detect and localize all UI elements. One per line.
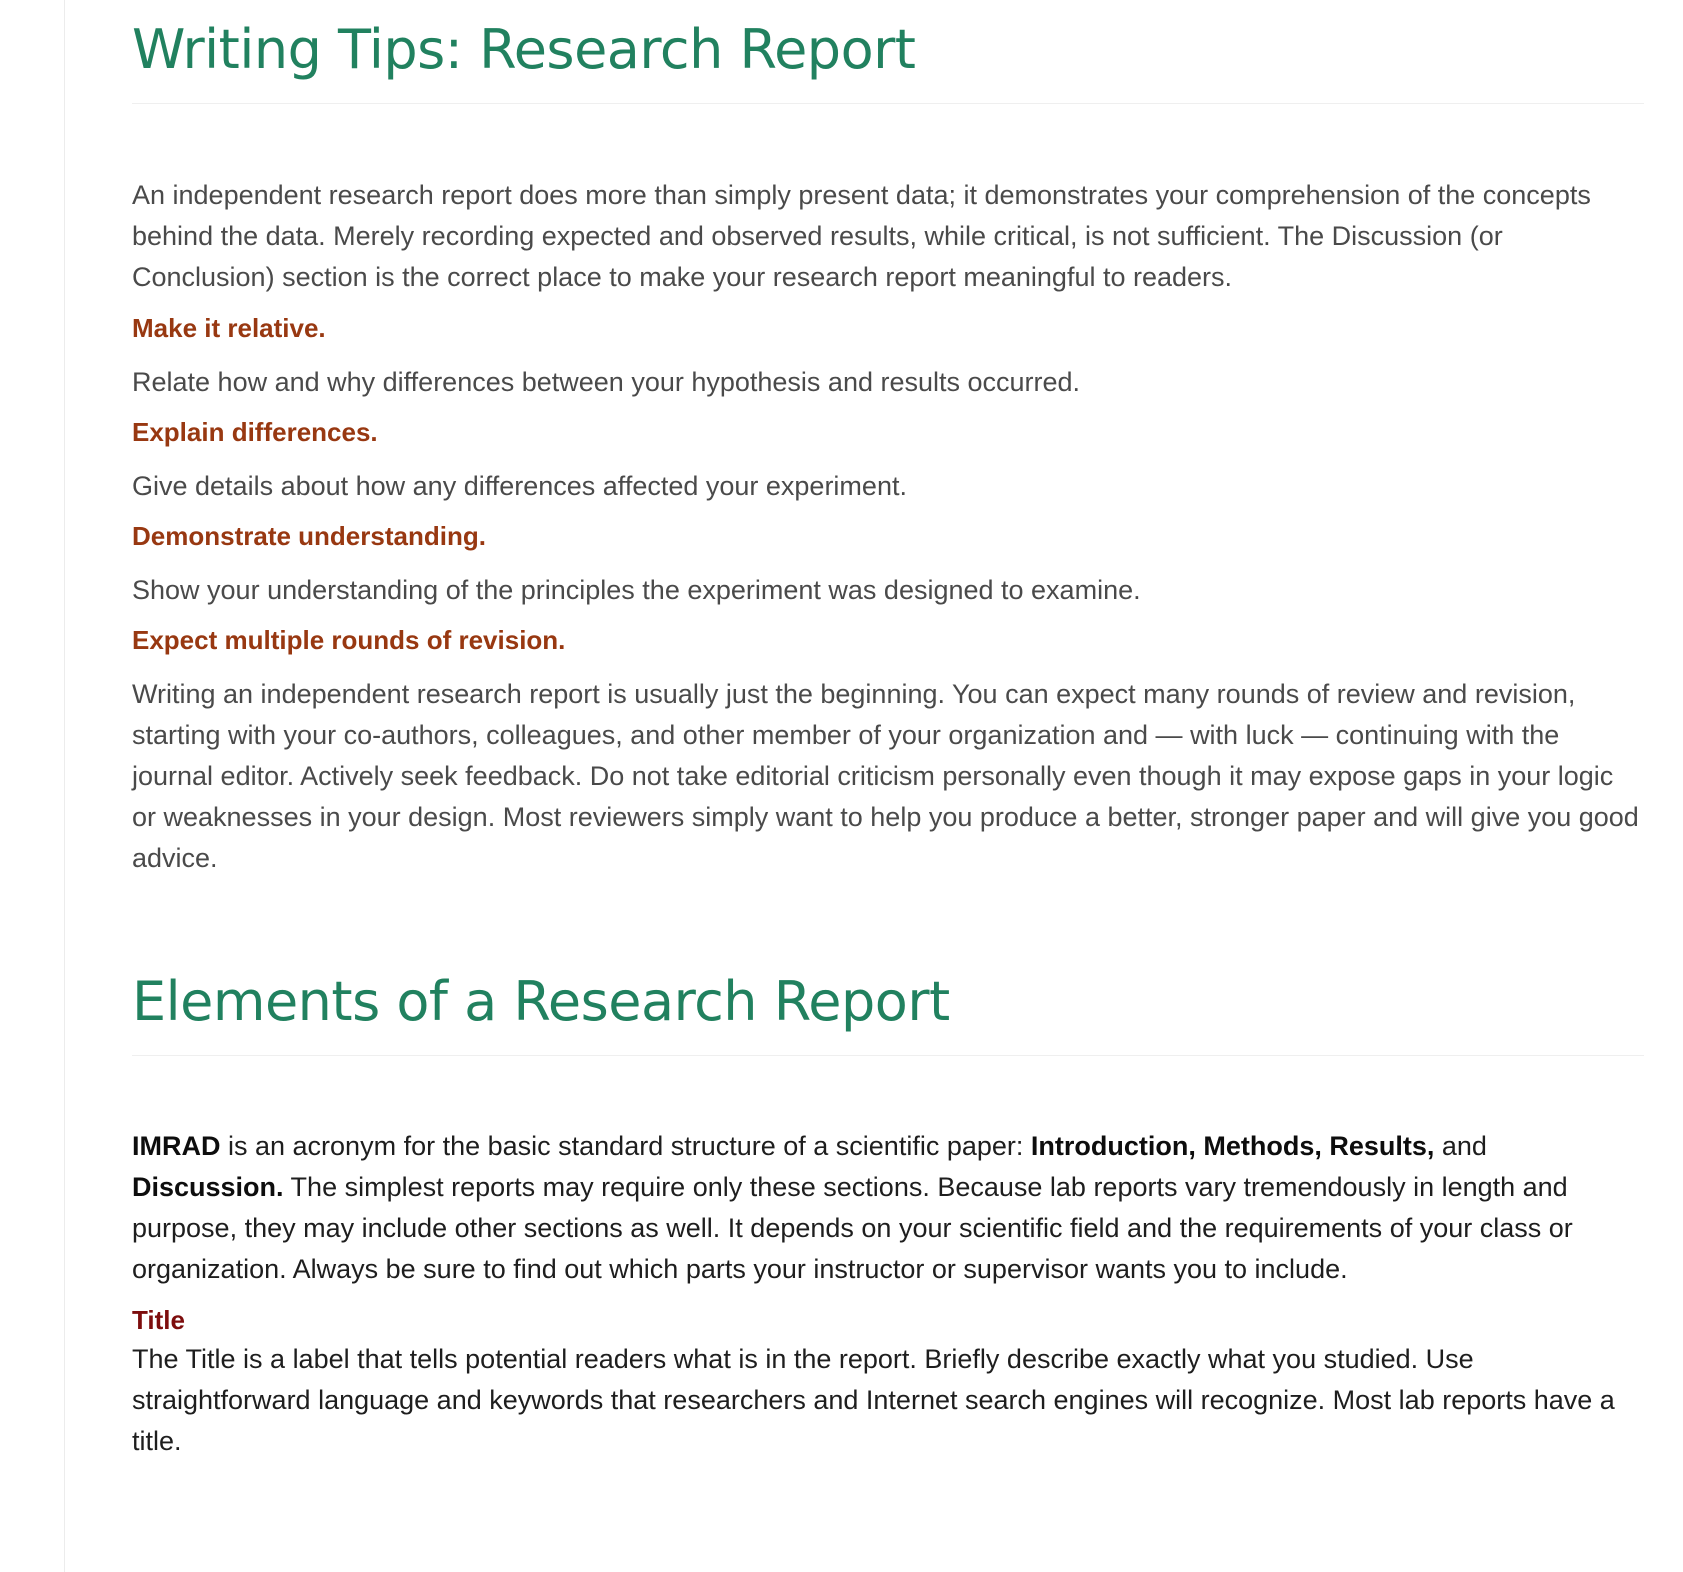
heading-divider [132,1055,1644,1056]
writing-tips-heading: Writing Tips: Research Report [132,18,916,81]
tip-text-differences: Give details about how any differences affected your experiment. [132,471,907,501]
imrad-discussion: Discussion. [132,1172,284,1202]
left-border [64,0,65,1572]
title-element-heading: Title [132,1305,185,1335]
title-element-text: The Title is a label that tells potential readers what is in the report. Briefly describe exactly what you studied. Use straightforward language and keywords that researchers and Internet search engines will recognize. Most lab reports have a title. [132,1344,1615,1456]
imrad-and: and [1434,1131,1487,1161]
tip-text-revision: Writing an independent research report is usually just the beginning. You can expect many rounds of review and revision, starting with your co-authors, colleagues, and other member of your organization and — with luck — continuing with the journal editor. Actively seek feedback. Do not take editorial criticism personally even though it may expose gaps in your logic or weaknesses in your design. Most reviewers simply want to help you produce a better, stronger paper and will give you good advice. [132,679,1639,873]
tip-text-understanding: Show your understanding of the principles the experiment was designed to examine. [132,575,1141,605]
imrad-text: is an acronym for the basic standard structure of a scientific paper: [220,1131,1031,1161]
imrad-acronym: IMRAD [132,1131,221,1161]
imrad-paragraph [132,1126,1644,1290]
elements-heading: Elements of a Research Report [132,970,950,1033]
tip-heading-relative: Make it relative. [132,313,326,343]
intro-paragraph: An independent research report does more than simply present data; it demonstrates your comprehension of the concepts behind the data. Merely recording expected and observed results, while critical, is not sufficient. The Discussion (or Conclusion) section is the correct place to make your research report meaningful to readers. [132,180,1591,292]
tip-heading-understanding: Demonstrate understanding. [132,521,486,551]
tip-text-relative: Relate how and why differences between your hypothesis and results occurred. [132,367,1081,397]
imrad-sections: Introduction, Methods, Results, [1030,1131,1435,1161]
tip-heading-differences: Explain differences. [132,417,378,447]
tip-heading-revision: Expect multiple rounds of revision. [132,625,566,655]
main-content [132,0,1644,1462]
imrad-text-rest: The simplest reports may require only these sections. Because lab reports vary tremendously in length and purpose, they may include other sections as well. It depends on your scientific field and the requirements of your class or organization. Always be sure to find out which parts your instructor or supervisor wants you to include. [132,1172,1573,1284]
heading-divider [132,103,1644,104]
